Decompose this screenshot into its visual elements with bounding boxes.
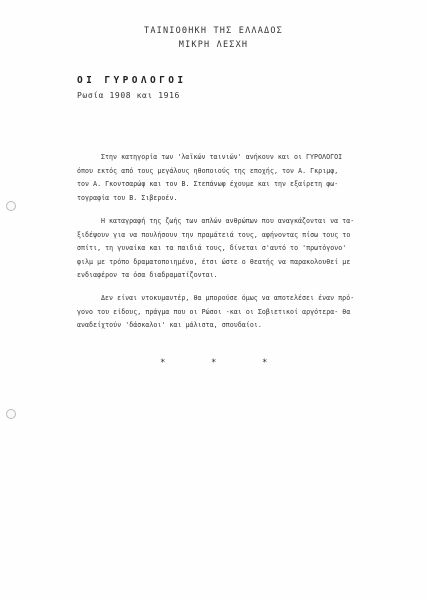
paragraph-1 bbox=[77, 151, 367, 205]
paragraph-line: σπίτι, τη γυναίκα και τα παιδιά τους, δίνεται σ'αυτό το 'πρωτόγονο' bbox=[77, 244, 347, 252]
paragraph-line: Δεν είναι ντοκυμαντέρ, θα μπορούσε όμως να αποτελέσει έναν πρό- bbox=[101, 294, 355, 302]
punch-hole bbox=[6, 409, 16, 419]
paragraph-line: ενδιαφέρον τα όσα διαδραματίζονται. bbox=[77, 271, 218, 279]
paragraph-3 bbox=[77, 292, 367, 333]
paragraph-line: όπου εκτός από τους μεγάλους ηθοποιούς της εποχής, τον Α. Γκριμφ, bbox=[77, 166, 339, 175]
paragraph-line: γονο του είδους, πράγμα που οι Ρώσοι -και οι Σοβιετικοί αργότερα- θα bbox=[77, 307, 351, 316]
separator-star: * bbox=[160, 358, 166, 368]
header-club: ΜΙΚΡΗ ΛΕΣΧΗ bbox=[178, 40, 249, 50]
paragraph-line: φιλμ με τρόπο δραματοποιημένο, έτσι ώστε ο θεατής να παρακολουθεί με bbox=[77, 257, 351, 266]
paragraph-line: τον Α. Γκοντσαρώφ και τον Β. Στεπάνωφ έχουμε και την εξαίρετη φω- bbox=[77, 180, 339, 188]
punch-hole bbox=[6, 201, 16, 211]
paragraph-line: τογραφία του Β. Σιβεροέν. bbox=[77, 193, 178, 202]
section-separator bbox=[0, 358, 427, 370]
paragraph-line: ξιδέψουν για να πουλήσουν την πραμάτειά τους, αφήνοντας πίσω τους το bbox=[77, 230, 351, 239]
film-subtitle: Ρωσία 1908 και 1916 bbox=[77, 91, 180, 100]
separator-star: * bbox=[262, 358, 268, 368]
film-title: ΟΙ ΓΥΡΟΛΟΓΟΙ bbox=[77, 75, 187, 86]
paragraph-line: Η καταγραφή της ζωής των απλών ανθρώπων που αναγκάζονται να τα- bbox=[101, 217, 355, 225]
paragraph-line: αναδείχτούν 'δάσκαλοι' και μάλιστα, σπουδαίοι. bbox=[77, 321, 262, 329]
paragraph-2 bbox=[77, 215, 367, 283]
paragraph-line: Στην κατηγορία των 'λαϊκών ταινιών' ανήκουν και οι ΓΥΡΟΛΟΓΟΙ bbox=[101, 153, 343, 161]
separator-star: * bbox=[211, 358, 217, 368]
header-organization: ΤΑΙΝΙΟΘΗΚΗ ΤΗΣ ΕΛΛΑΔΟΣ bbox=[144, 26, 283, 36]
